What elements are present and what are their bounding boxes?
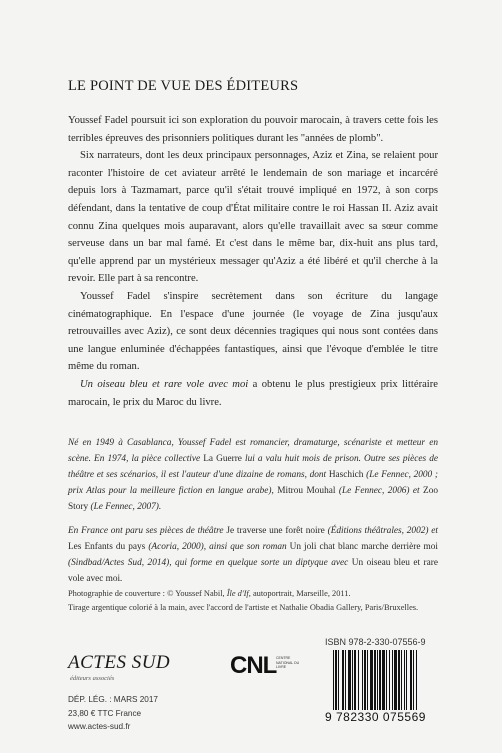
- cnl-caption: CENTRE NATIONAL DU LIVRE: [276, 656, 300, 669]
- paragraph-intro: Youssef Fadel poursuit ici son exploration du pouvoir marocain, à travers cette fois les terribles épreuves des prisonniers politiques durant les "années de plomb".: [68, 115, 438, 144]
- bio-paragraph-1: Né en 1949 à Casablanca, Youssef Fadel est romancier, dramaturge, scénariste et metteur en scène. En 1974, la pièce collective La Guerre lui a valu huit mois de prison. Outre ses pièces de théâtre et ses scénarios, il est l'auteur d'une dizaine de romans, dont Haschich (Le Fennec, 2000 ; prix Atlas pour la meilleure fiction en langue arabe), Mitrou Mouhal (Le Fennec, 2006) et Zoo Story (Le Fennec, 2007).: [68, 438, 438, 512]
- title-joli-chat: Un joli chat blanc marche derrière moi: [289, 542, 438, 552]
- publisher-logo: [68, 652, 170, 682]
- publisher-name: ACTES SUD: [68, 652, 171, 673]
- author-bio: [68, 435, 438, 595]
- book-title: Un oiseau bleu et rare vole avec moi: [80, 378, 249, 390]
- cnl-letters: CNL: [230, 652, 277, 679]
- barcode-stripe: [417, 650, 418, 710]
- photo-credits: [68, 587, 438, 615]
- publisher-subtitle: éditeurs associés: [70, 675, 115, 682]
- title-haschich: Haschich: [328, 470, 364, 480]
- title-la-guerre: La Guerre: [203, 454, 242, 464]
- isbn-number: ISBN 978-2-330-07556-9: [325, 637, 426, 647]
- paragraph-prize: [68, 376, 438, 411]
- title-oiseau-bleu: Un oiseau bleu et rare vole avec moi: [68, 558, 438, 584]
- title-enfants-du-pays: Les Enfants du pays: [68, 542, 146, 552]
- barcode-bars: [333, 650, 448, 710]
- price: 23,80 € TTC France: [68, 708, 142, 718]
- prize-text: a obtenu le plus prestigieux prix littéraire marocain, le prix du Maroc du livre.: [68, 378, 438, 408]
- barcode: [325, 650, 455, 725]
- summary-text: [68, 112, 438, 411]
- legal-deposit: DÉP. LÉG. : MARS 2017: [68, 695, 158, 704]
- page-heading: LE POINT DE VUE DES ÉDITEURS: [68, 78, 299, 94]
- legal-info: [68, 693, 158, 734]
- paragraph-style: Youssef Fadel s'inspire secrètement dans son écriture du langage cinématographique. En l'espace d'une journée (le voyage de Zina jusqu'aux retrouvailles avec Aziz), ce sont deux décennies tragiques qui nous sont contées dans une langue enluminée d'échappées fantastiques, ainsi que l'évoque d'emblée le titre même du roman.: [68, 290, 438, 373]
- title-zoo-story: Zoo Story: [68, 486, 438, 512]
- credits-line-2: Tirage argentique colorié à la main, avec l'accord de l'artiste et Nathalie Obadia Gallery, Paris/Bruxelles.: [68, 603, 419, 612]
- paragraph-narrators: Six narrateurs, dont les deux principaux personnages, Aziz et Zina, se relaient pour raconter l'histoire de cet aviateur arrêté le lendemain de son mariage et incarcéré depuis lors à Tazmamart, parce qu'il s'était trouvé impliqué en 1972, à son corps défendant, dans la tentative de coup d'État militaire contre le roi Hassan II. Aziz avait connu Zina quelques mois auparavant, alors qu'elle travaillait avec sa sœur comme serveuse dans un bar mal famé. Et c'est dans le même bar, dix-huit ans plus tard, qu'elle apprend par un mystérieux messager qu'Aziz a été libéré et qu'il cherche à la revoir. Elle part à sa rencontre.: [68, 150, 438, 285]
- bio-paragraph-2: En France ont paru ses pièces de théâtre Je traverse une forêt noire (Éditions théâtrales, 2002) et Les Enfants du pays (Acoria, 2000), ainsi que son roman Un joli chat blanc marche derrière moi (Sindbad/Actes Sud, 2014), qui forme en quelque sorte un diptyque avec Un oiseau bleu et rare vole avec moi.: [68, 526, 438, 584]
- title-foret-noire: Je traverse une forêt noire: [226, 526, 325, 536]
- title-mitrou-mouhal: Mitrou Mouhal: [277, 486, 336, 496]
- website-link[interactable]: www.actes-sud.fr: [68, 722, 131, 731]
- barcode-digits: 9 782330 075569: [325, 710, 426, 724]
- cnl-logo: [230, 652, 305, 692]
- credits-line-1: Photographie de couverture : © Youssef Nabil, Île d'If, autoportrait, Marseille, 2011.: [68, 589, 351, 598]
